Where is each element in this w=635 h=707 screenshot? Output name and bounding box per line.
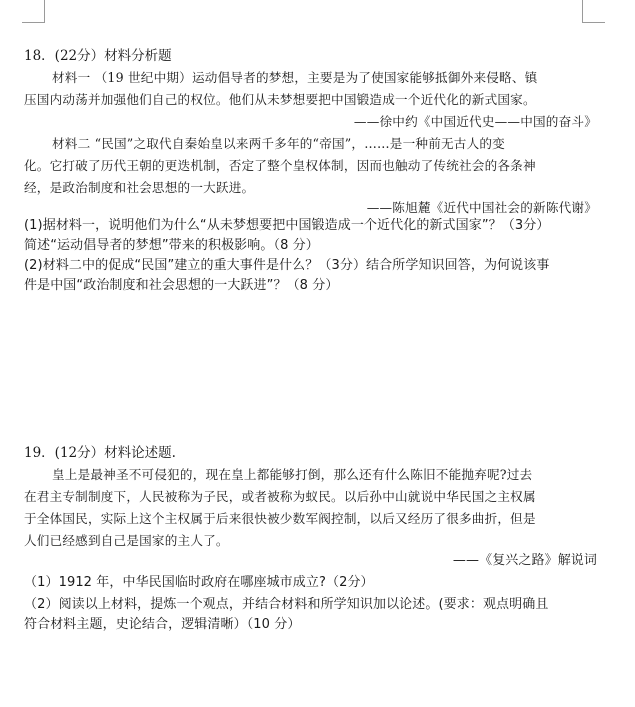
q18-heading: 18．(22分）材料分析题 — [24, 48, 172, 64]
q18-material2-line1: 材料二 “民国”之取代自秦始皇以来两千多年的“帝国”，……是一种前无古人的变 — [52, 136, 505, 151]
q18-question1-line2: 简述“运动倡导者的梦想”带来的积极影响。（8 分） — [24, 238, 319, 253]
q18-material1-line1: 材料一 （19 世纪中期）运动倡导者的梦想，主要是为了使国家能够抵御外来侵略、镇 — [52, 70, 538, 85]
q19-question1: （1）1912 年，中华民国临时政府在哪座城市成立?（2分） — [24, 575, 374, 590]
q19-material-line2: 在君主专制制度下，人民被称为子民，或者被称为蚁民。以后孙中山就说中华民国之主权属 — [24, 489, 536, 504]
q18-material1-line2: 压国内动荡并加强他们自己的权位。他们从未梦想要把中国锻造成一个近代化的新式国家。 — [24, 92, 536, 107]
page-corner-mark-left — [22, 0, 45, 23]
q19-material-line4: 人们已经感到自己是国家的主人了。 — [24, 533, 229, 548]
q18-material2-line2: 化。它打破了历代王朝的更迭机制，否定了整个皇权体制，因而也触动了传统社会的各条神 — [24, 158, 536, 173]
page-corner-mark-right — [582, 0, 605, 23]
q18-question2-line2: 件是中国“政治制度和社会思想的一大跃进”？（8 分） — [24, 278, 339, 293]
q19-material-source: ——《复兴之路》解说词 — [452, 553, 597, 568]
q18-question1-line1: (1)据材料一，说明他们为什么“从未梦想要把中国锻造成一个近代化的新式国家”？（3分） — [24, 218, 550, 233]
q18-material2-source: ——陈旭麓《近代中国社会的新陈代谢》 — [366, 200, 597, 215]
q19-heading: 19．(12分）材料论述题. — [24, 445, 176, 461]
q19-material-line1: 皇上是最神圣不可侵犯的，现在皇上都能够打倒，那么还有什么陈旧不能抛弃呢?过去 — [52, 467, 533, 482]
q19-question2-line2: 符合材料主题，史论结合，逻辑清晰）（10 分） — [24, 617, 301, 632]
q18-material1-source: ——徐中约《中国近代史——中国的奋斗》 — [353, 114, 597, 129]
q19-material-line3: 于全体国民，实际上这个主权属于后来很快被少数军阀控制，以后又经历了很多曲折，但是 — [24, 511, 536, 526]
q18-question2-line1: (2)材料二中的促成“民国”建立的重大事件是什么？（3分）结合所学知识回答，为何说该事 — [24, 258, 550, 273]
q18-material2-line3: 经，是政治制度和社会思想的一大跃进。 — [24, 180, 255, 195]
q19-question2-line1: （2）阅读以上材料，提炼一个观点，并结合材料和所学知识加以论述。(要求：观点明确且 — [24, 597, 549, 612]
